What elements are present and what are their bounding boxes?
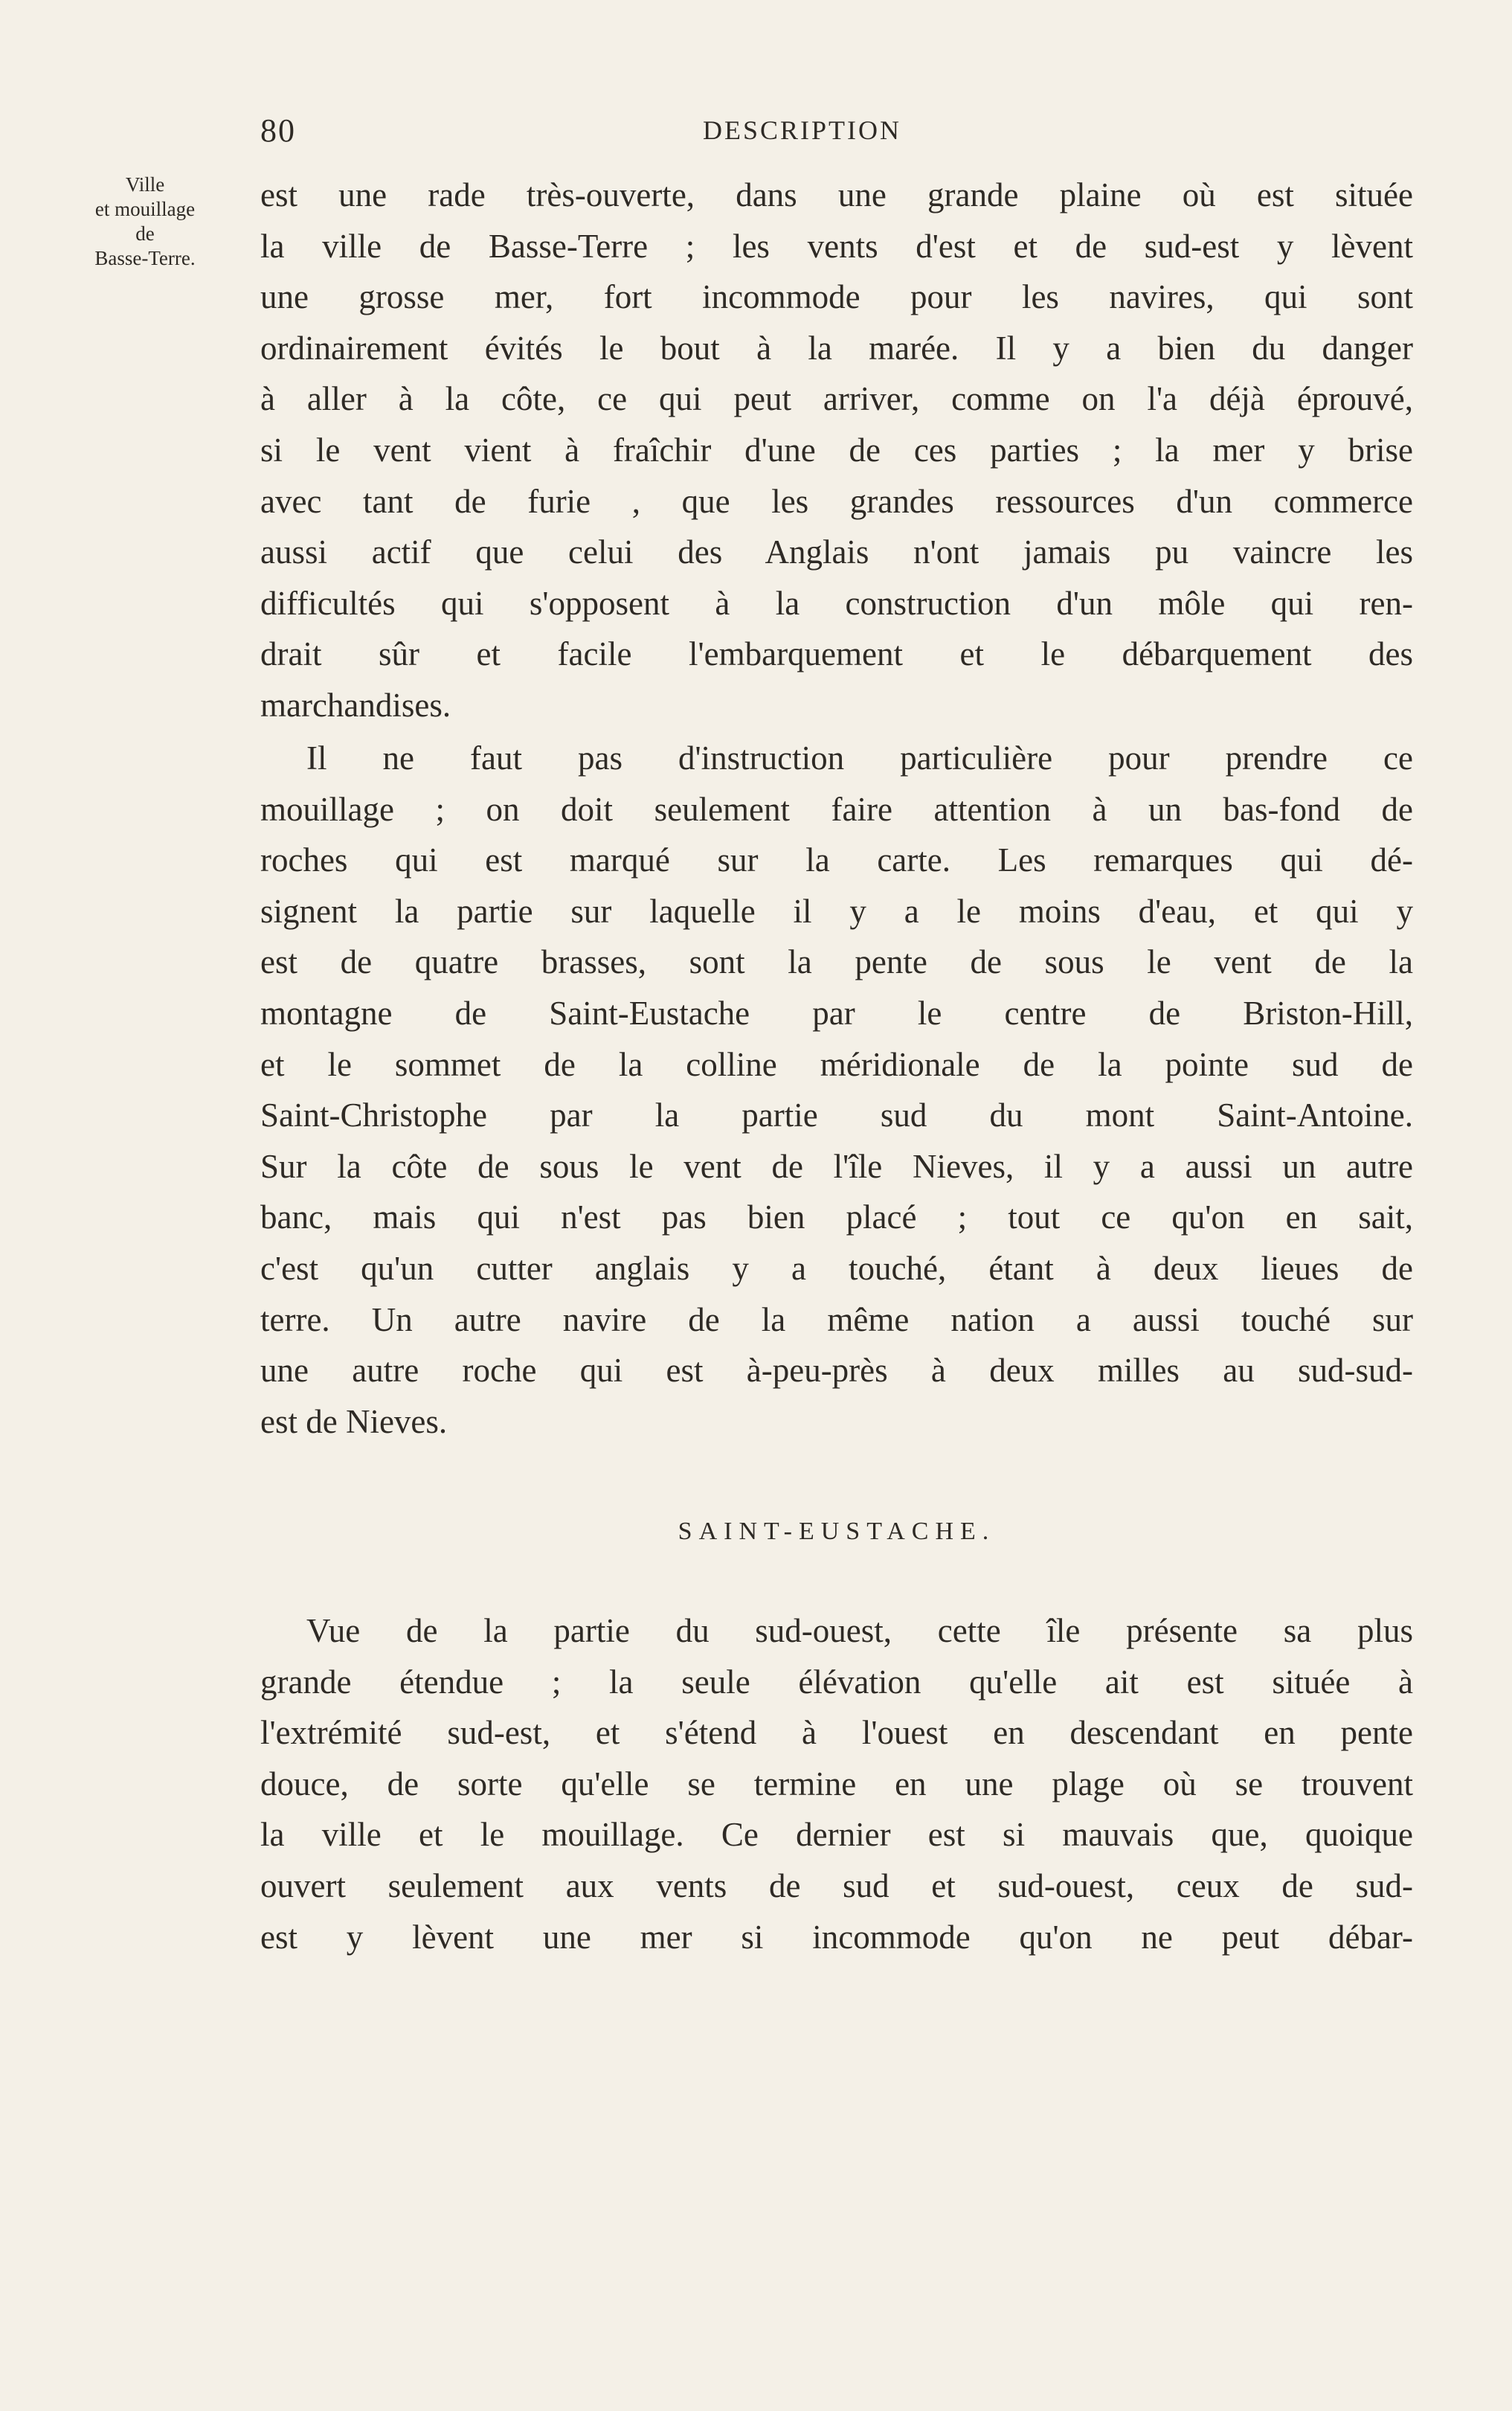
paragraph-basse-terre bbox=[260, 170, 1413, 731]
text-line: est de Nieves. bbox=[260, 1402, 448, 1440]
page-header bbox=[260, 112, 1413, 164]
text-line: et le sommet de la colline méridionale de la pointe sud de bbox=[260, 1045, 1413, 1083]
text-line: terre. Un autre navire de la même nation a aussi touché sur bbox=[260, 1300, 1413, 1338]
text-line: banc, mais qui n'est pas bien placé ; tout ce qu'on en sait, bbox=[260, 1198, 1413, 1236]
text-line: Vue de la partie du sud-ouest, cette île présente sa plus bbox=[306, 1612, 1413, 1649]
margin-note-line: Basse-Terre. bbox=[94, 247, 196, 269]
text-line: la ville et le mouillage. Ce dernier est si mauvais que, quoique bbox=[260, 1816, 1413, 1854]
text-line: une autre roche qui est à-peu-près à deux milles au sud-sud- bbox=[260, 1352, 1413, 1390]
text-line: drait sûr et facile l'embarquement et le débarquement des bbox=[260, 635, 1413, 673]
text-line: douce, de sorte qu'elle se termine en une plage où se trouvent bbox=[260, 1765, 1413, 1802]
margin-note-line: Ville bbox=[125, 173, 165, 196]
text-line: grande étendue ; la seule élévation qu'elle ait est située à bbox=[260, 1663, 1413, 1701]
text-line: ordinairement évités le bout à la marée. Il y a bien du danger bbox=[260, 329, 1413, 367]
text-line: Sur la côte de sous le vent de l'île Nieves, il y a aussi un autre bbox=[260, 1147, 1413, 1185]
text-line: l'extrémité sud-est, et s'étend à l'ouest en descendant en pente bbox=[260, 1714, 1413, 1752]
text-line: Il ne faut pas d'instruction particulière pour prendre ce bbox=[306, 739, 1413, 777]
text-line: est y lèvent une mer si incommode qu'on ne peut débar- bbox=[260, 1918, 1413, 1956]
text-line: mouillage ; on doit seulement faire attention à un bas-fond de bbox=[260, 790, 1413, 828]
running-head: DESCRIPTION bbox=[703, 115, 902, 145]
paragraph-mouillage bbox=[260, 733, 1413, 1447]
margin-note-line: de bbox=[135, 222, 155, 245]
section-title: SAINT-EUSTACHE. bbox=[678, 1518, 996, 1545]
text-line: roches qui est marqué sur la carte. Les remarques qui dé- bbox=[260, 841, 1413, 879]
text-line: est une rade très-ouverte, dans une grande plaine où est située bbox=[260, 176, 1413, 214]
text-line: si le vent vient à fraîchir d'une de ces parties ; la mer y brise bbox=[260, 431, 1413, 469]
text-line: montagne de Saint-Eustache par le centre de Briston-Hill, bbox=[260, 994, 1413, 1032]
page-number: 80 bbox=[260, 112, 296, 149]
text-line: avec tant de furie , que les grandes ressources d'un commerce bbox=[260, 482, 1413, 520]
text-line: ouvert seulement aux vents de sud et sud-ouest, ceux de sud- bbox=[260, 1866, 1413, 1904]
margin-note bbox=[45, 173, 245, 271]
text-line: difficultés qui s'opposent à la construction d'un môle qui ren- bbox=[260, 584, 1413, 622]
text-line: une grosse mer, fort incommode pour les navires, qui sont bbox=[260, 278, 1413, 316]
text-line: signent la partie sur laquelle il y a le moins d'eau, et qui y bbox=[260, 892, 1413, 930]
margin-note-line: et mouillage bbox=[94, 198, 196, 220]
text-line: est de quatre brasses, sont la pente de sous le vent de la bbox=[260, 943, 1413, 981]
paragraph-saint-eustache bbox=[260, 1605, 1413, 1962]
text-line: à aller à la côte, ce qui peut arriver, comme on l'a déjà éprouvé, bbox=[260, 380, 1413, 418]
text-line: marchandises. bbox=[260, 686, 451, 724]
text-line: Saint-Christophe par la partie sud du mont Saint-Antoine. bbox=[260, 1097, 1413, 1134]
text-line: c'est qu'un cutter anglais y a touché, étant à deux lieues de bbox=[260, 1249, 1413, 1287]
text-line: la ville de Basse-Terre ; les vents d'est et de sud-est y lèvent bbox=[260, 227, 1413, 265]
text-line: aussi actif que celui des Anglais n'ont jamais pu vaincre les bbox=[260, 533, 1413, 571]
